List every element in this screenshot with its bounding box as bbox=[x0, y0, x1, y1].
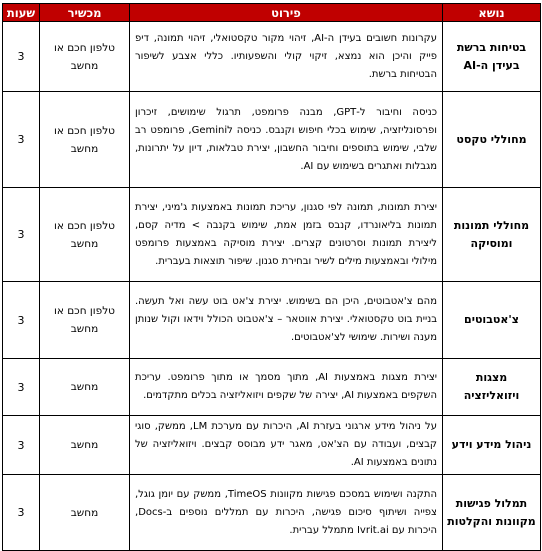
device-cell: טלפון חכם או מחשב bbox=[40, 188, 130, 282]
topic-cell: בטיחות ברשת בעידן ה-AI bbox=[443, 22, 541, 92]
device-cell: טלפון חכם או מחשב bbox=[40, 92, 130, 188]
topic-cell: צ'אטבוטים bbox=[443, 282, 541, 359]
hours-cell: 3 bbox=[3, 188, 40, 282]
table-row bbox=[3, 416, 541, 475]
topic-cell: מצגות ויזואליזציה bbox=[443, 359, 541, 416]
topic-cell: מחוללי טקסט bbox=[443, 92, 541, 188]
hours-cell: 3 bbox=[3, 416, 40, 475]
hours-cell: 3 bbox=[3, 475, 40, 551]
device-cell: מחשב bbox=[40, 359, 130, 416]
header-topic: נושא bbox=[443, 4, 541, 22]
topic-cell: ניהול מידע וידע bbox=[443, 416, 541, 475]
header-hours: שעות bbox=[3, 4, 40, 22]
header-details: פירוט bbox=[130, 4, 443, 22]
topic-cell: תמלול פגישות מקוונות והקלטות bbox=[443, 475, 541, 551]
table-row bbox=[3, 22, 541, 92]
table-row bbox=[3, 282, 541, 359]
header-row bbox=[3, 4, 541, 22]
device-cell: מחשב bbox=[40, 416, 130, 475]
topic-cell: מחוללי תמונות ומוסיקה bbox=[443, 188, 541, 282]
hours-cell: 3 bbox=[3, 359, 40, 416]
device-cell: טלפון חכם או מחשב bbox=[40, 22, 130, 92]
details-cell: התקנה ושימוש במסכם פגישות מקוונות TimeOS, ממשק עם יומן גוגל, צפייה ושיתוף סיכום פגישה, היכרות עם תמללים נוספים ב-Docs, היכרות עם Ivrit.ai מתמלל עברית. bbox=[130, 475, 443, 551]
details-cell: מהם צ'אטבוטים, היכן הם בשימוש. יצירת צ'אט בוט עשה ואל תעשה. בניית בוט טקסטואלי. יצירת אווטאר – צ'אטבוט הכולל וידאו וקול שנותן מענה ושירות. שימושי לצ'אטבוטים. bbox=[130, 282, 443, 359]
details-cell: עקרונות חשובים בעידן ה-AI, זיהוי מקור טקסטואלי, זיהוי תמונה, דיפ פייק והיכן הוא נמצא, זיקוי קולי והשפעותיו. כללי אצבע לשיפור הבטיחות ברשת. bbox=[130, 22, 443, 92]
table-row bbox=[3, 188, 541, 282]
device-cell: טלפון חכם או מחשב bbox=[40, 282, 130, 359]
details-cell: כניסה וחיבור ל-GPT, מבנה פרומפט, תרגול שימושים, זיכרון ופרסונליזציה, שימוש בכלי חיפוש וקנבס. כניסה לGemini, פרומפט רב שלבי, שימוש בתוספים וחיבור החשבון, יצירת טבלאות, דיון על יתרונות, מגבלות ואתגרים בשימוש עם AI. bbox=[130, 92, 443, 188]
details-cell: על ניהול מידע ארגוני בעזרת AI, היכרות עם מערכת LM, ממשק, סוגי קבצים, ועבודה עם הצ'אט, מאגר ידע מבוסס קבצים. ויזואליזציה של נתונים באמצעות AI. bbox=[130, 416, 443, 475]
device-cell: מחשב bbox=[40, 475, 130, 551]
hours-cell: 3 bbox=[3, 22, 40, 92]
details-cell: יצירת מצגות באמצעות AI, מתוך מסמך או מתוך פרומפט. עריכת השקפים באמצעות AI, יצירה של שקפים ויזואליזציה בכלים מתקדמים. bbox=[130, 359, 443, 416]
hours-cell: 3 bbox=[3, 92, 40, 188]
hours-cell: 3 bbox=[3, 282, 40, 359]
table-row bbox=[3, 475, 541, 551]
curriculum-table bbox=[2, 3, 541, 551]
table-row bbox=[3, 359, 541, 416]
header-device: מכשיר bbox=[40, 4, 130, 22]
table-container bbox=[2, 3, 541, 551]
details-cell: יצירת תמונות, תמונה לפי סגנון, עריכת תמונות באמצעות ג'מיני, יצירת תמונות בליאונרדו, קנבס בזמן אמת, שימוש בקנבה > מדיה קסם, ליצירת תמונות וסרטונים קצרים. יצירת מוסיקה באמצעות פרומפט מילולי ובאמצעות מילים לשיר ובחירת סגנון. שיפור תוצאות בעברית. bbox=[130, 188, 443, 282]
table-row bbox=[3, 92, 541, 188]
